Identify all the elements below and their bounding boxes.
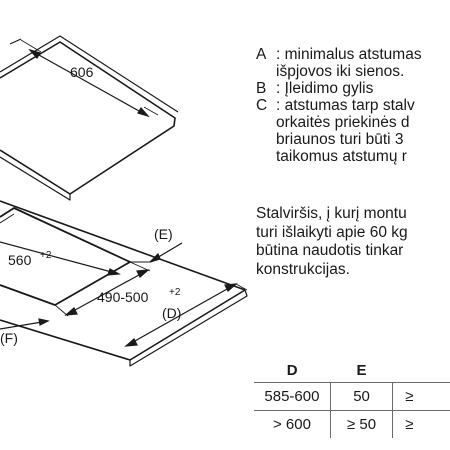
note-line-1: Stalviršis, į kurį montu [256, 205, 407, 222]
table-header-d: D [286, 361, 298, 379]
cooktop-outline [0, 36, 178, 200]
d-label: (D) [162, 305, 182, 321]
legend-text-b: : Įleidimo gylis [276, 80, 374, 97]
legend-text-c-cont-2: briaunos turi būti 3 [276, 131, 404, 148]
e-dimension [130, 243, 182, 262]
legend-text-a-cont: išpjovos iki sienos. [276, 63, 405, 80]
legend-letter-b: B [256, 80, 267, 97]
table-cell: > 600 [254, 411, 330, 439]
legend-text-c: : atstumas tarp stalv [276, 97, 415, 114]
cutout-width-value: 490-500 [97, 289, 149, 305]
dimension-table [254, 358, 450, 438]
legend-letter-c: C [256, 97, 268, 114]
note-line-2: turi išlaikyti apie 60 kg [256, 223, 408, 241]
table-cell: ≥ [393, 383, 450, 411]
legend-item-b [256, 80, 422, 97]
legend-text-a: : minimalus atstumas [276, 46, 422, 63]
cutout-depth-tolerance: +2 [40, 250, 52, 261]
table-row [254, 383, 450, 411]
legend-text-c-cont-1: orkaitės priekinės d [276, 114, 410, 131]
table-header-row [254, 358, 450, 383]
note-line-4: konstrukcijas. [256, 260, 350, 278]
legend-item-c [256, 97, 422, 114]
countertop-note [256, 205, 408, 279]
legend-item-a [256, 46, 422, 63]
cutout-width-tolerance: +2 [169, 287, 181, 298]
table-cell: ≥ [393, 411, 450, 439]
cutout-depth-value: 560 [8, 252, 32, 268]
table-cell: 50 [330, 383, 392, 411]
f-label: (F) [0, 330, 18, 346]
table-cell: 585-600 [254, 383, 330, 411]
table-header-f [393, 358, 450, 383]
note-line-3: būtina naudotis tinkar [256, 242, 404, 259]
legend [256, 46, 422, 165]
legend-letter-a: A [256, 46, 267, 63]
legend-text-c-cont-3: taikomus atstumų r [276, 148, 407, 165]
table-header-e: E [356, 361, 367, 379]
table-row [254, 411, 450, 439]
e-label: (E) [154, 226, 173, 242]
table-cell: ≥ 50 [330, 411, 392, 439]
width-value: 606 [70, 64, 94, 80]
